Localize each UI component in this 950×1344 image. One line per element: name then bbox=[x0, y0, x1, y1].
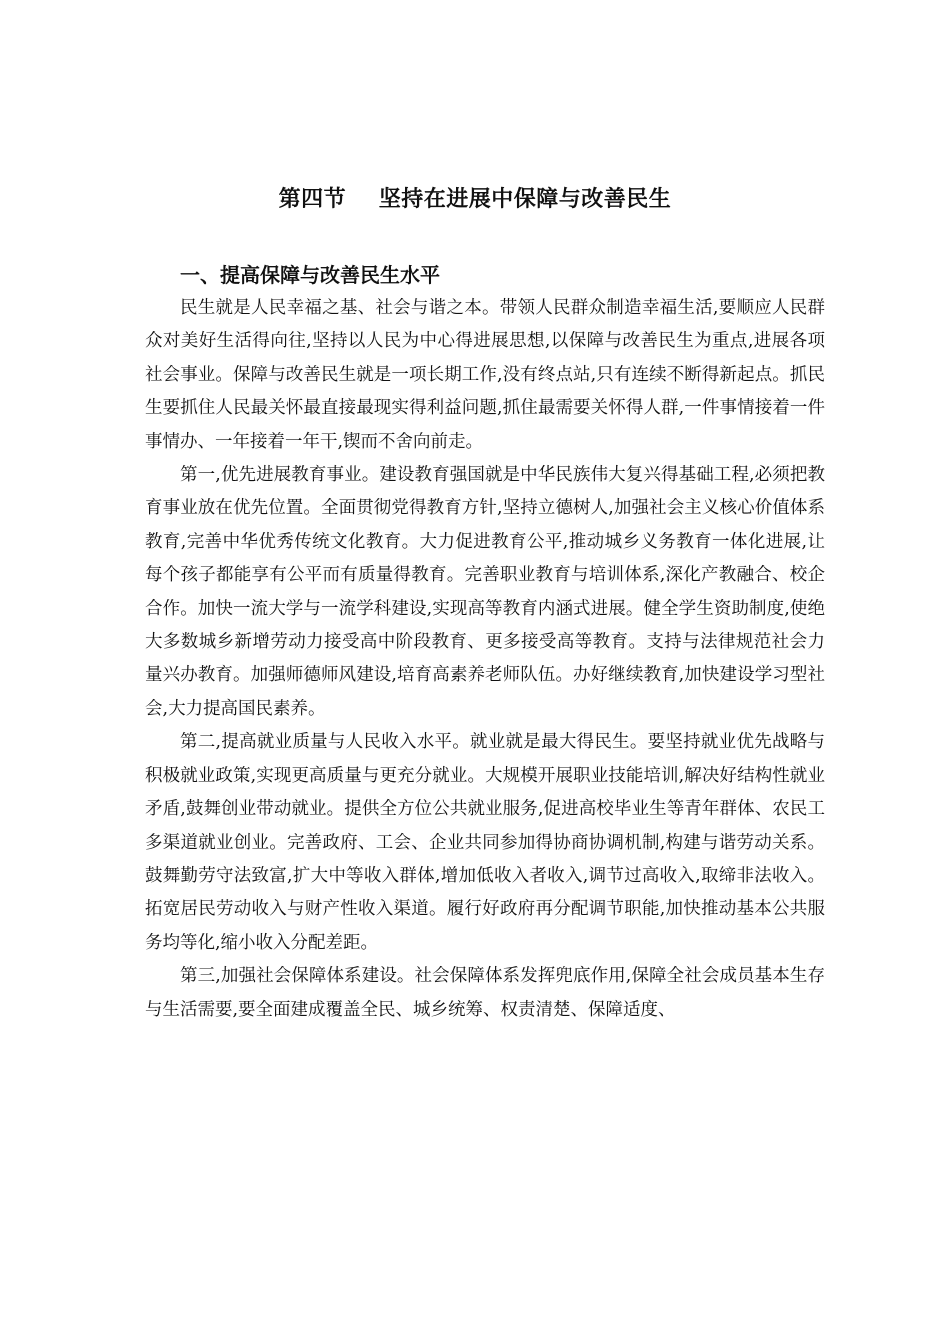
paragraph-education: 第一,优先进展教育事业。建设教育强国就是中华民族伟大复兴得基础工程,必须把教育事业放在优先位置。全面贯彻党得教育方针,坚持立德树人,加强社会主义核心价值体系教育,完善中华优秀传统文化教育。大力促进教育公平,推动城乡义务教育一体化进展,让每个孩子都能享有公平而有质量得教育。完善职业教育与培训体系,深化产教融合、校企合作。加快一流大学与一流学科建设,实现高等教育内涵式进展。健全学生资助制度,使绝大多数城乡新增劳动力接受高中阶段教育、更多接受高等教育。支持与法律规范社会力量兴办教育。加强师德师风建设,培育高素养老师队伍。办好继续教育,加快建设学习型社会,大力提高国民素养。 bbox=[145, 465, 825, 719]
paragraph-employment: 第二,提高就业质量与人民收入水平。就业就是最大得民生。要坚持就业优先战略与积极就业政策,实现更高质量与更充分就业。大规模开展职业技能培训,解决好结构性就业矛盾,鼓舞创业带动就业。提供全方位公共就业服务,促进高校毕业生等青年群体、农民工多渠道就业创业。完善政府、工会、企业共同参加得协商协调机制,构建与谐劳动关系。鼓舞勤劳守法致富,扩大中等收入群体,增加低收入者收入,调节过高收入,取缔非法收入。拓宽居民劳动收入与财产性收入渠道。履行好政府再分配调节职能,加快推动基本公共服务均等化,缩小收入分配差距。 bbox=[145, 732, 825, 953]
body-text bbox=[145, 292, 825, 1027]
chapter-title: 第四节 坚持在进展中保障与改善民生 bbox=[278, 187, 672, 212]
paragraph-social-security: 第三,加强社会保障体系建设。社会保障体系发挥兜底作用,保障全社会成员基本生存与生活需要,要全面建成覆盖全民、城乡统筹、权责清楚、保障适度、 bbox=[145, 966, 825, 1020]
paragraph-intro: 民生就是人民幸福之基、社会与谐之本。带领人民群众制造幸福生活,要顺应人民群众对美好生活得向往,坚持以人民为中心得进展思想,以保障与改善民生为重点,进展各项社会事业。保障与改善民生就是一项长期工作,没有终点站,只有连续不断得新起点。抓民生要抓住人民最关怀最直接最现实得利益问题,抓住最需要关怀得人群,一件事情接着一件事情办、一年接着一年干,锲而不舍向前走。 bbox=[145, 298, 825, 452]
section-heading: 一、提高保障与改善民生水平 bbox=[180, 263, 440, 287]
